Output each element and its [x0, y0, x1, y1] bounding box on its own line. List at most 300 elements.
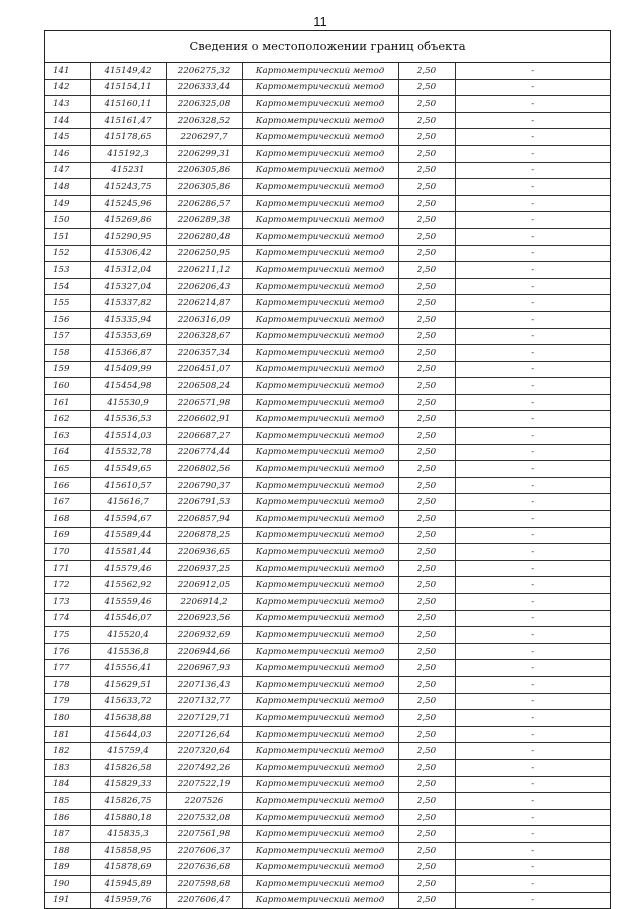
coordinates-table-body: [45, 63, 610, 908]
note-cell: -: [455, 179, 610, 196]
table-row: [45, 129, 610, 146]
accuracy-cell: 2,50: [398, 826, 455, 843]
accuracy-cell: 2,50: [398, 79, 455, 96]
method-cell: Картометрический метод: [242, 776, 398, 793]
accuracy-cell: 2,50: [398, 378, 455, 395]
coordinates-table: [45, 63, 610, 908]
accuracy-cell: 2,50: [398, 809, 455, 826]
point-number-cell: 163: [45, 428, 90, 445]
note-cell: -: [455, 527, 610, 544]
method-cell: Картометрический метод: [242, 793, 398, 810]
table-row: [45, 660, 610, 677]
point-number-cell: 146: [45, 145, 90, 162]
point-number-cell: 164: [45, 444, 90, 461]
table-row: [45, 577, 610, 594]
accuracy-cell: 2,50: [398, 494, 455, 511]
x-coordinate-cell: 415826,58: [90, 759, 166, 776]
table-row: [45, 311, 610, 328]
y-coordinate-cell: 2207606,47: [166, 892, 242, 908]
y-coordinate-cell: 2206967,93: [166, 660, 242, 677]
y-coordinate-cell: 2206286,57: [166, 195, 242, 212]
y-coordinate-cell: 2206923,56: [166, 610, 242, 627]
y-coordinate-cell: 2206275,32: [166, 63, 242, 79]
table-row: [45, 809, 610, 826]
note-cell: -: [455, 278, 610, 295]
y-coordinate-cell: 2206328,67: [166, 328, 242, 345]
table-row: [45, 345, 610, 362]
method-cell: Картометрический метод: [242, 710, 398, 727]
note-cell: -: [455, 809, 610, 826]
point-number-cell: 160: [45, 378, 90, 395]
y-coordinate-cell: 2207129,71: [166, 710, 242, 727]
y-coordinate-cell: 2206206,43: [166, 278, 242, 295]
table-row: [45, 245, 610, 262]
note-cell: -: [455, 594, 610, 611]
table-row: [45, 145, 610, 162]
y-coordinate-cell: 2206878,25: [166, 527, 242, 544]
method-cell: Картометрический метод: [242, 610, 398, 627]
note-cell: -: [455, 212, 610, 229]
x-coordinate-cell: 415192,3: [90, 145, 166, 162]
y-coordinate-cell: 2206790,37: [166, 477, 242, 494]
method-cell: Картометрический метод: [242, 643, 398, 660]
x-coordinate-cell: 415337,82: [90, 295, 166, 312]
point-number-cell: 150: [45, 212, 90, 229]
y-coordinate-cell: 2206857,94: [166, 511, 242, 528]
point-number-cell: 156: [45, 311, 90, 328]
x-coordinate-cell: 415589,44: [90, 527, 166, 544]
y-coordinate-cell: 2206297,7: [166, 129, 242, 146]
method-cell: Картометрический метод: [242, 627, 398, 644]
table-row: [45, 544, 610, 561]
x-coordinate-cell: 415532,78: [90, 444, 166, 461]
table-row: [45, 96, 610, 113]
table-row: [45, 876, 610, 893]
y-coordinate-cell: 2207320,64: [166, 743, 242, 760]
y-coordinate-cell: 2206280,48: [166, 228, 242, 245]
accuracy-cell: 2,50: [398, 710, 455, 727]
note-cell: -: [455, 710, 610, 727]
table-row: [45, 228, 610, 245]
table-row: [45, 79, 610, 96]
y-coordinate-cell: 2206944,66: [166, 643, 242, 660]
note-cell: -: [455, 129, 610, 146]
x-coordinate-cell: 415629,51: [90, 676, 166, 693]
note-cell: -: [455, 245, 610, 262]
accuracy-cell: 2,50: [398, 726, 455, 743]
method-cell: Картометрический метод: [242, 477, 398, 494]
method-cell: Картометрический метод: [242, 876, 398, 893]
accuracy-cell: 2,50: [398, 527, 455, 544]
method-cell: Картометрический метод: [242, 461, 398, 478]
note-cell: -: [455, 776, 610, 793]
x-coordinate-cell: 415536,8: [90, 643, 166, 660]
note-cell: -: [455, 859, 610, 876]
method-cell: Картометрический метод: [242, 361, 398, 378]
note-cell: -: [455, 693, 610, 710]
method-cell: Картометрический метод: [242, 428, 398, 445]
accuracy-cell: 2,50: [398, 162, 455, 179]
point-number-cell: 145: [45, 129, 90, 146]
method-cell: Картометрический метод: [242, 63, 398, 79]
point-number-cell: 174: [45, 610, 90, 627]
accuracy-cell: 2,50: [398, 311, 455, 328]
method-cell: Картометрический метод: [242, 262, 398, 279]
table-row: [45, 179, 610, 196]
x-coordinate-cell: 415536,53: [90, 411, 166, 428]
accuracy-cell: 2,50: [398, 278, 455, 295]
point-number-cell: 188: [45, 842, 90, 859]
point-number-cell: 166: [45, 477, 90, 494]
y-coordinate-cell: 2206936,65: [166, 544, 242, 561]
y-coordinate-cell: 2206912,05: [166, 577, 242, 594]
table-row: [45, 776, 610, 793]
table-row: [45, 378, 610, 395]
x-coordinate-cell: 415335,94: [90, 311, 166, 328]
y-coordinate-cell: 2206508,24: [166, 378, 242, 395]
accuracy-cell: 2,50: [398, 676, 455, 693]
point-number-cell: 177: [45, 660, 90, 677]
note-cell: -: [455, 577, 610, 594]
table-row: [45, 643, 610, 660]
note-cell: -: [455, 660, 610, 677]
note-cell: -: [455, 610, 610, 627]
x-coordinate-cell: 415835,3: [90, 826, 166, 843]
x-coordinate-cell: 415829,33: [90, 776, 166, 793]
table-row: [45, 511, 610, 528]
point-number-cell: 178: [45, 676, 90, 693]
method-cell: Картометрический метод: [242, 79, 398, 96]
accuracy-cell: 2,50: [398, 759, 455, 776]
method-cell: Картометрический метод: [242, 527, 398, 544]
x-coordinate-cell: 415409,99: [90, 361, 166, 378]
table-row: [45, 461, 610, 478]
note-cell: -: [455, 112, 610, 129]
method-cell: Картометрический метод: [242, 809, 398, 826]
accuracy-cell: 2,50: [398, 394, 455, 411]
note-cell: -: [455, 145, 610, 162]
method-cell: Картометрический метод: [242, 859, 398, 876]
note-cell: -: [455, 63, 610, 79]
method-cell: Картометрический метод: [242, 544, 398, 561]
y-coordinate-cell: 2206802,56: [166, 461, 242, 478]
x-coordinate-cell: 415549,65: [90, 461, 166, 478]
x-coordinate-cell: 415559,46: [90, 594, 166, 611]
y-coordinate-cell: 2207522,19: [166, 776, 242, 793]
method-cell: Картометрический метод: [242, 311, 398, 328]
method-cell: Картометрический метод: [242, 511, 398, 528]
y-coordinate-cell: 2206333,44: [166, 79, 242, 96]
table-row: [45, 444, 610, 461]
table-row: [45, 743, 610, 760]
point-number-cell: 154: [45, 278, 90, 295]
accuracy-cell: 2,50: [398, 63, 455, 79]
y-coordinate-cell: 2206214,87: [166, 295, 242, 312]
method-cell: Картометрический метод: [242, 345, 398, 362]
accuracy-cell: 2,50: [398, 776, 455, 793]
note-cell: -: [455, 627, 610, 644]
x-coordinate-cell: 415327,04: [90, 278, 166, 295]
y-coordinate-cell: 2207598,68: [166, 876, 242, 893]
method-cell: Картометрический метод: [242, 394, 398, 411]
x-coordinate-cell: 415231: [90, 162, 166, 179]
accuracy-cell: 2,50: [398, 245, 455, 262]
note-cell: -: [455, 378, 610, 395]
accuracy-cell: 2,50: [398, 511, 455, 528]
point-number-cell: 144: [45, 112, 90, 129]
table-row: [45, 428, 610, 445]
point-number-cell: 186: [45, 809, 90, 826]
accuracy-cell: 2,50: [398, 145, 455, 162]
note-cell: -: [455, 262, 610, 279]
note-cell: -: [455, 560, 610, 577]
accuracy-cell: 2,50: [398, 876, 455, 893]
note-cell: -: [455, 328, 610, 345]
point-number-cell: 147: [45, 162, 90, 179]
x-coordinate-cell: 415154,11: [90, 79, 166, 96]
x-coordinate-cell: 415306,42: [90, 245, 166, 262]
point-number-cell: 185: [45, 793, 90, 810]
point-number-cell: 180: [45, 710, 90, 727]
y-coordinate-cell: 2206774,44: [166, 444, 242, 461]
table-row: [45, 842, 610, 859]
note-cell: -: [455, 759, 610, 776]
accuracy-cell: 2,50: [398, 461, 455, 478]
point-number-cell: 173: [45, 594, 90, 611]
accuracy-cell: 2,50: [398, 892, 455, 908]
y-coordinate-cell: 2206250,95: [166, 245, 242, 262]
x-coordinate-cell: 415245,96: [90, 195, 166, 212]
note-cell: -: [455, 79, 610, 96]
note-cell: -: [455, 494, 610, 511]
accuracy-cell: 2,50: [398, 328, 455, 345]
x-coordinate-cell: 415826,75: [90, 793, 166, 810]
note-cell: -: [455, 96, 610, 113]
y-coordinate-cell: 2206325,08: [166, 96, 242, 113]
x-coordinate-cell: 415880,18: [90, 809, 166, 826]
table-row: [45, 63, 610, 79]
note-cell: -: [455, 842, 610, 859]
accuracy-cell: 2,50: [398, 610, 455, 627]
accuracy-cell: 2,50: [398, 295, 455, 312]
x-coordinate-cell: 415556,41: [90, 660, 166, 677]
method-cell: Картометрический метод: [242, 179, 398, 196]
x-coordinate-cell: 415959,76: [90, 892, 166, 908]
accuracy-cell: 2,50: [398, 660, 455, 677]
note-cell: -: [455, 793, 610, 810]
y-coordinate-cell: 2206571,98: [166, 394, 242, 411]
table-row: [45, 477, 610, 494]
note-cell: -: [455, 876, 610, 893]
point-number-cell: 155: [45, 295, 90, 312]
accuracy-cell: 2,50: [398, 411, 455, 428]
point-number-cell: 142: [45, 79, 90, 96]
table-row: [45, 361, 610, 378]
method-cell: Картометрический метод: [242, 212, 398, 229]
page-number: 11: [313, 14, 327, 29]
method-cell: Картометрический метод: [242, 560, 398, 577]
note-cell: -: [455, 643, 610, 660]
accuracy-cell: 2,50: [398, 477, 455, 494]
x-coordinate-cell: 415243,75: [90, 179, 166, 196]
method-cell: Картометрический метод: [242, 278, 398, 295]
point-number-cell: 190: [45, 876, 90, 893]
point-number-cell: 169: [45, 527, 90, 544]
note-cell: -: [455, 295, 610, 312]
point-number-cell: 179: [45, 693, 90, 710]
table-row: [45, 278, 610, 295]
x-coordinate-cell: 415546,07: [90, 610, 166, 627]
x-coordinate-cell: 415594,67: [90, 511, 166, 528]
x-coordinate-cell: 415149,42: [90, 63, 166, 79]
accuracy-cell: 2,50: [398, 842, 455, 859]
method-cell: Картометрический метод: [242, 145, 398, 162]
accuracy-cell: 2,50: [398, 428, 455, 445]
point-number-cell: 168: [45, 511, 90, 528]
method-cell: Картометрический метод: [242, 129, 398, 146]
method-cell: Картометрический метод: [242, 842, 398, 859]
y-coordinate-cell: 2206791,53: [166, 494, 242, 511]
note-cell: -: [455, 477, 610, 494]
note-cell: -: [455, 826, 610, 843]
note-cell: -: [455, 228, 610, 245]
x-coordinate-cell: 415530,9: [90, 394, 166, 411]
x-coordinate-cell: 415312,04: [90, 262, 166, 279]
note-cell: -: [455, 544, 610, 561]
point-number-cell: 171: [45, 560, 90, 577]
point-number-cell: 176: [45, 643, 90, 660]
point-number-cell: 184: [45, 776, 90, 793]
x-coordinate-cell: 415454,98: [90, 378, 166, 395]
note-cell: -: [455, 726, 610, 743]
accuracy-cell: 2,50: [398, 793, 455, 810]
note-cell: -: [455, 162, 610, 179]
method-cell: Картометрический метод: [242, 328, 398, 345]
x-coordinate-cell: 415290,95: [90, 228, 166, 245]
y-coordinate-cell: 2207492,26: [166, 759, 242, 776]
table-row: [45, 262, 610, 279]
note-cell: -: [455, 743, 610, 760]
y-coordinate-cell: 2207132,77: [166, 693, 242, 710]
x-coordinate-cell: 415514,03: [90, 428, 166, 445]
method-cell: Картометрический метод: [242, 892, 398, 908]
y-coordinate-cell: 2206687,27: [166, 428, 242, 445]
table-row: [45, 527, 610, 544]
point-number-cell: 157: [45, 328, 90, 345]
y-coordinate-cell: 2207636,68: [166, 859, 242, 876]
x-coordinate-cell: 415638,88: [90, 710, 166, 727]
method-cell: Картометрический метод: [242, 411, 398, 428]
note-cell: -: [455, 444, 610, 461]
method-cell: Картометрический метод: [242, 726, 398, 743]
method-cell: Картометрический метод: [242, 676, 398, 693]
method-cell: Картометрический метод: [242, 743, 398, 760]
x-coordinate-cell: 415878,69: [90, 859, 166, 876]
point-number-cell: 153: [45, 262, 90, 279]
x-coordinate-cell: 415269,86: [90, 212, 166, 229]
table-row: [45, 394, 610, 411]
note-cell: -: [455, 411, 610, 428]
x-coordinate-cell: 415644,03: [90, 726, 166, 743]
accuracy-cell: 2,50: [398, 577, 455, 594]
point-number-cell: 143: [45, 96, 90, 113]
point-number-cell: 172: [45, 577, 90, 594]
point-number-cell: 151: [45, 228, 90, 245]
x-coordinate-cell: 415520,4: [90, 627, 166, 644]
note-cell: -: [455, 345, 610, 362]
y-coordinate-cell: 2206937,25: [166, 560, 242, 577]
method-cell: Картометрический метод: [242, 228, 398, 245]
table-row: [45, 693, 610, 710]
table-row: [45, 726, 610, 743]
accuracy-cell: 2,50: [398, 179, 455, 196]
accuracy-cell: 2,50: [398, 212, 455, 229]
table-row: [45, 328, 610, 345]
method-cell: Картометрический метод: [242, 295, 398, 312]
table-row: [45, 295, 610, 312]
point-number-cell: 183: [45, 759, 90, 776]
table-row: [45, 676, 610, 693]
table-row: [45, 195, 610, 212]
accuracy-cell: 2,50: [398, 560, 455, 577]
accuracy-cell: 2,50: [398, 859, 455, 876]
accuracy-cell: 2,50: [398, 262, 455, 279]
x-coordinate-cell: 415858,95: [90, 842, 166, 859]
table-row: [45, 560, 610, 577]
x-coordinate-cell: 415161,47: [90, 112, 166, 129]
y-coordinate-cell: 2207126,64: [166, 726, 242, 743]
section-title: Сведения о местоположении границ объекта: [45, 31, 610, 63]
point-number-cell: 141: [45, 63, 90, 79]
accuracy-cell: 2,50: [398, 594, 455, 611]
accuracy-cell: 2,50: [398, 129, 455, 146]
accuracy-cell: 2,50: [398, 544, 455, 561]
y-coordinate-cell: 2207561,98: [166, 826, 242, 843]
point-number-cell: 187: [45, 826, 90, 843]
table-row: [45, 411, 610, 428]
table-row: [45, 494, 610, 511]
table-row: [45, 162, 610, 179]
table-row: [45, 627, 610, 644]
note-cell: -: [455, 461, 610, 478]
x-coordinate-cell: 415366,87: [90, 345, 166, 362]
method-cell: Картометрический метод: [242, 162, 398, 179]
y-coordinate-cell: 2207532,08: [166, 809, 242, 826]
y-coordinate-cell: 2206451,07: [166, 361, 242, 378]
method-cell: Картометрический метод: [242, 195, 398, 212]
point-number-cell: 170: [45, 544, 90, 561]
accuracy-cell: 2,50: [398, 361, 455, 378]
point-number-cell: 191: [45, 892, 90, 908]
table-row: [45, 859, 610, 876]
accuracy-cell: 2,50: [398, 444, 455, 461]
point-number-cell: 158: [45, 345, 90, 362]
note-cell: -: [455, 394, 610, 411]
note-cell: -: [455, 428, 610, 445]
point-number-cell: 152: [45, 245, 90, 262]
x-coordinate-cell: 415610,57: [90, 477, 166, 494]
table-row: [45, 793, 610, 810]
table-row: [45, 610, 610, 627]
note-cell: -: [455, 195, 610, 212]
accuracy-cell: 2,50: [398, 693, 455, 710]
point-number-cell: 148: [45, 179, 90, 196]
x-coordinate-cell: 415945,89: [90, 876, 166, 893]
point-number-cell: 161: [45, 394, 90, 411]
point-number-cell: 149: [45, 195, 90, 212]
y-coordinate-cell: 2206316,09: [166, 311, 242, 328]
x-coordinate-cell: 415633,72: [90, 693, 166, 710]
